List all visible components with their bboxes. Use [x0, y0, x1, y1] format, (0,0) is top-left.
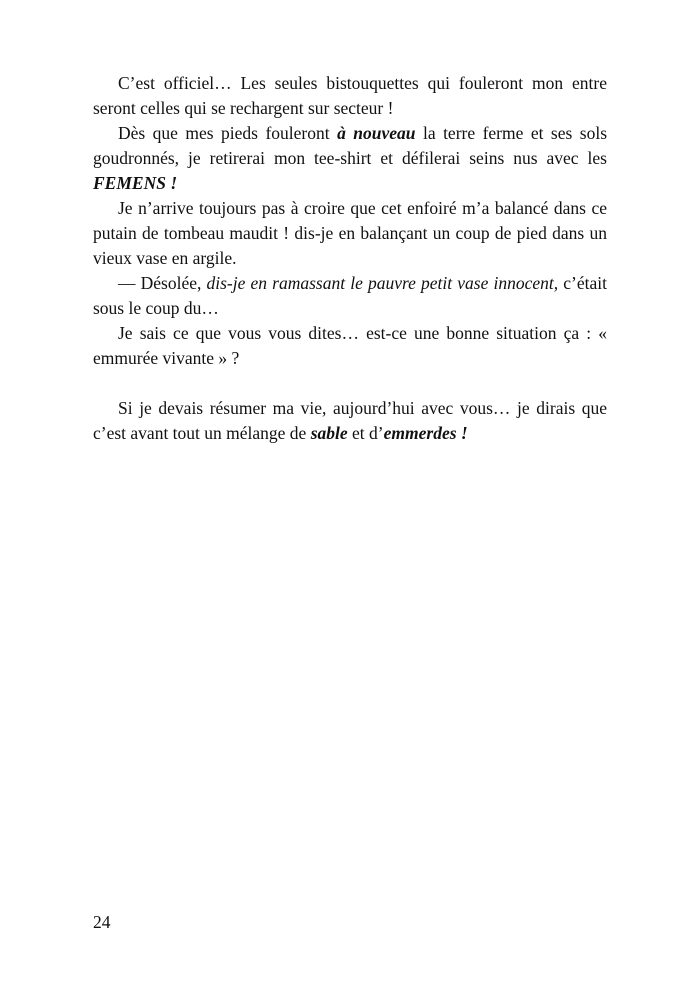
text-segment: Je n’arrive toujours pas à croire que cet enfoiré m’a balancé dans ce putain de tombeau maudit ! dis-je en balançant un coup de pied dans un vieux vase en argile.	[93, 198, 607, 268]
text-segment: Si je devais résumer ma vie, aujourd’hui avec vous… je dirais que c’est avant tout un mélange de	[93, 398, 607, 443]
paragraph	[93, 121, 607, 196]
paragraph	[93, 321, 607, 371]
page-number: 24	[93, 912, 111, 932]
text-segment: et d’	[347, 423, 384, 443]
text-segment: dis-je en ramassant le pauvre petit vase innocent,	[206, 273, 559, 293]
text-segment: sable	[310, 423, 348, 443]
paragraph	[93, 71, 607, 121]
text-segment: FEMENS !	[93, 173, 178, 193]
text-segment: — Désolée,	[118, 273, 207, 293]
text-segment: C’est officiel… Les seules bistouquettes qui fouleront mon entre seront celles qui se rechargent sur secteur !	[93, 73, 607, 118]
paragraph	[93, 196, 607, 271]
text-segment: la terre ferme et ses sols goudronnés, je retirerai mon tee-shirt et défilerai seins nus avec les	[93, 123, 608, 168]
text-segment: Je sais ce que vous vous dites… est-ce une bonne situation ça : « emmurée vivante » ?	[93, 323, 607, 368]
text-segment: à nouveau	[337, 123, 416, 143]
text-segment: emmerdes !	[383, 423, 468, 443]
paragraph	[93, 396, 607, 446]
text-segment: c’était sous le coup du…	[93, 273, 607, 318]
body-text	[93, 71, 607, 446]
text-segment: Dès que mes pieds fouleront	[118, 123, 338, 143]
paragraph	[93, 271, 607, 321]
